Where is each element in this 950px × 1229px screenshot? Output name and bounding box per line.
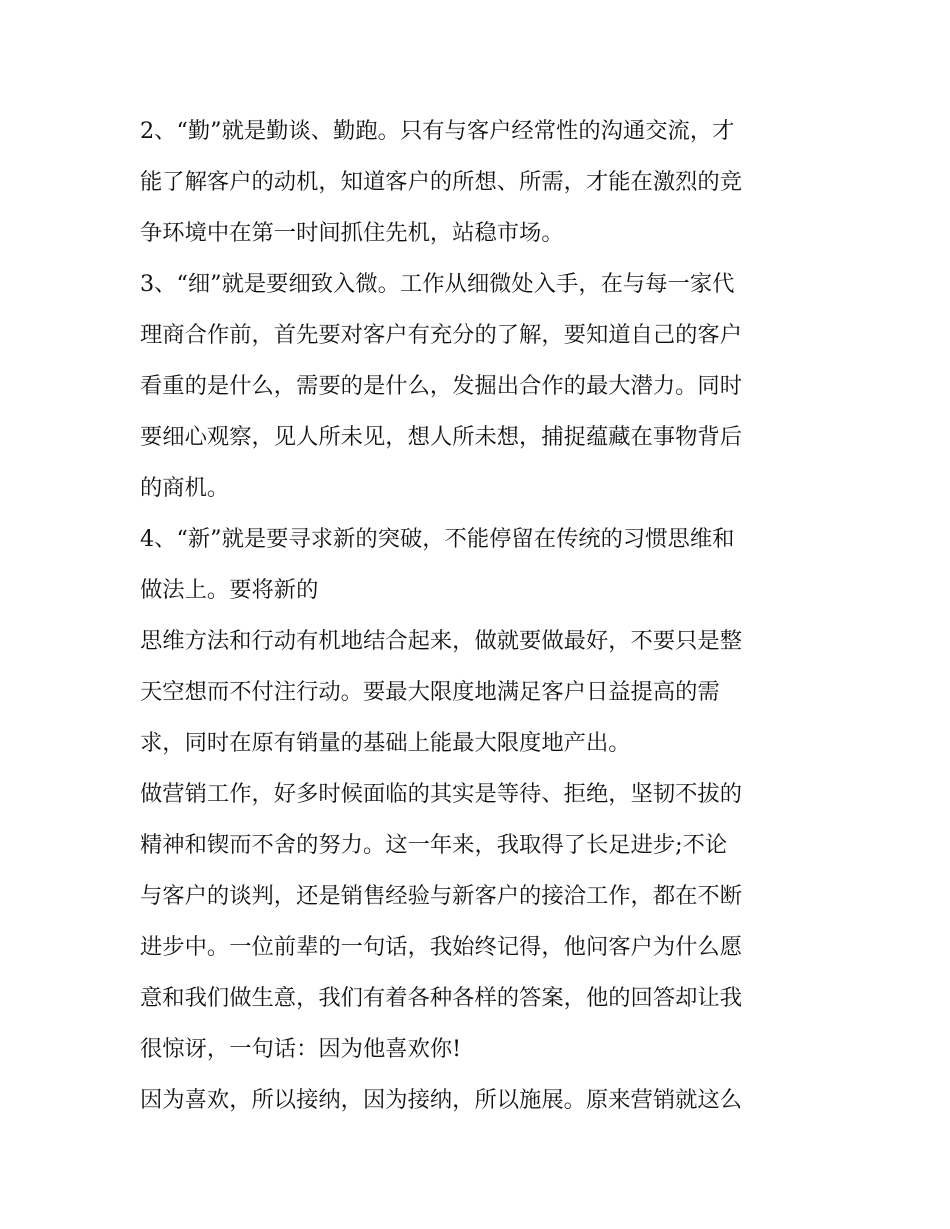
text-line: 思维方法和行动有机地结合起来，做就要做最好，不要只是整 (140, 628, 743, 654)
text-line: 要细心观察，见人所未见，想人所未想，捕捉蕴藏在事物背后 (140, 424, 743, 450)
text-line: 天空想而不付注行动。要最大限度地满足客户日益提高的需 (140, 679, 720, 705)
text-line: 意和我们做生意，我们有着各种各样的答案，他的回答却让我 (140, 985, 743, 1011)
text-line: 因为喜欢，所以接纳，因为接纳，所以施展。原来营销就这么 (140, 1087, 743, 1113)
text-line: 的商机。 (140, 475, 230, 501)
text-line: 做营销工作，好多时候面临的其实是等待、拒绝，坚韧不拔的 (140, 781, 743, 807)
text-line: 能了解客户的动机，知道客户的所想、所需，才能在激烈的竞 (140, 169, 743, 195)
text-line: 求，同时在原有销量的基础上能最大限度地产出。 (140, 730, 631, 756)
text-line: 精神和锲而不舍的努力。这一年来，我取得了长足进步;不论 (140, 832, 728, 858)
text-line: 3、“细”就是要细致入微。工作从细微处入手，在与每一家代 (140, 271, 735, 297)
text-line: 理商合作前，首先要对客户有充分的了解，要知道自己的客户 (140, 322, 743, 348)
document-body (140, 106, 815, 1126)
text-line: 4、“新”就是要寻求新的突破，不能停留在传统的习惯思维和 (140, 526, 735, 552)
text-line: 看重的是什么，需要的是什么，发掘出合作的最大潜力。同时 (140, 373, 743, 399)
text-line: 很惊讶，一句话：因为他喜欢你! (140, 1036, 462, 1062)
text-line: 进步中。一位前辈的一句话，我始终记得，他问客户为什么愿 (140, 934, 743, 960)
text-line: 争环境中在第一时间抓住先机，站稳市场。 (140, 220, 564, 246)
text-line: 做法上。要将新的 (140, 577, 319, 603)
text-line: 2、“勤”就是勤谈、勤跑。只有与客户经常性的沟通交流，才 (140, 118, 735, 144)
text-line: 与客户的谈判，还是销售经验与新客户的接洽工作，都在不断 (140, 883, 743, 909)
